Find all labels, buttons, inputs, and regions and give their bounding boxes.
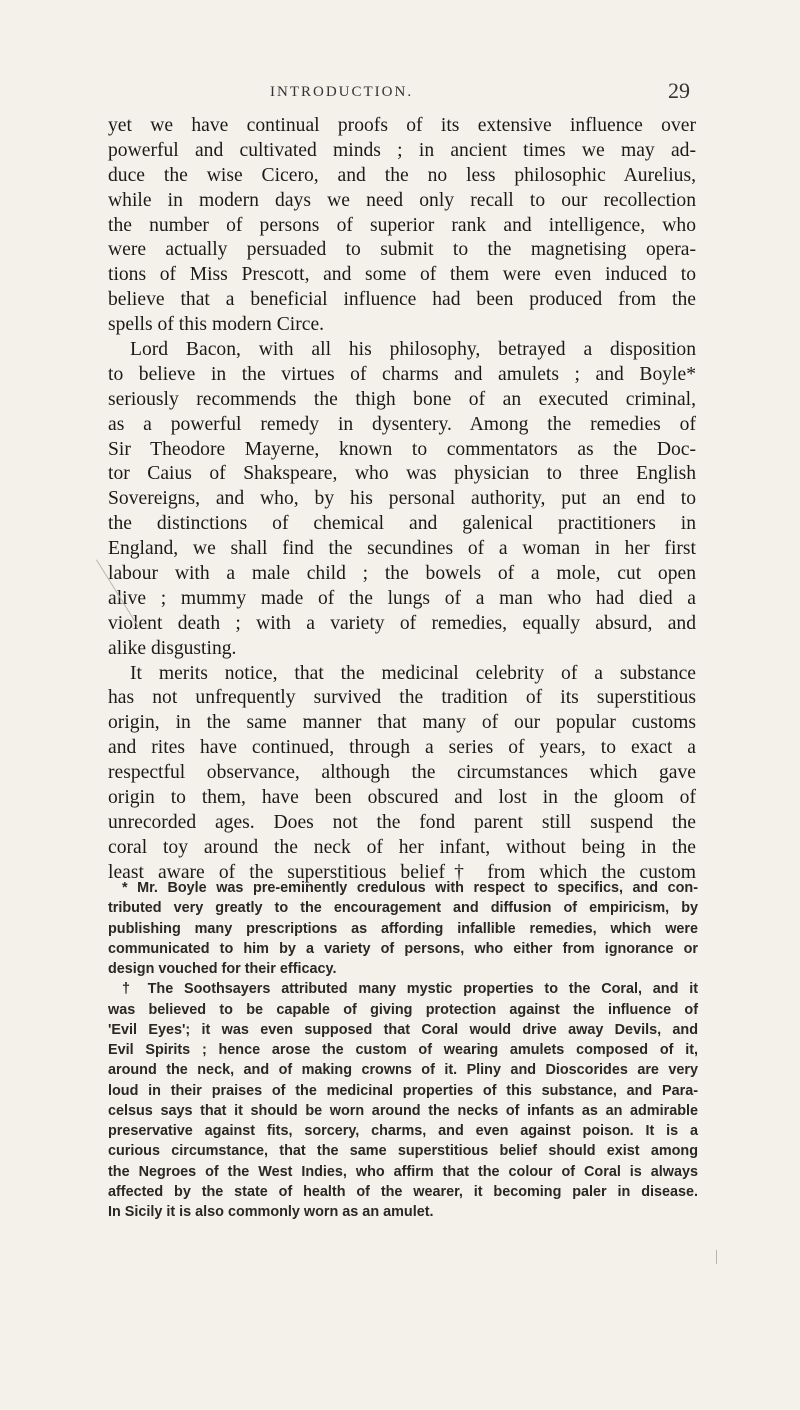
body-line: labour with a male child ; the bowels of a mole, cut open <box>108 563 696 585</box>
body-text <box>108 114 696 886</box>
body-line: believe that a beneficial influence had been produced from the <box>108 289 696 311</box>
footnote-line: preservative against fits, sorcery, charms, and even against poison. It is a <box>108 1123 698 1139</box>
running-header <box>0 78 800 108</box>
body-line: yet we have continual proofs of its extensive influence over <box>108 115 696 136</box>
footnote-line: tributed very greatly to the encouragement and diffusion of empiricism, by <box>108 900 698 917</box>
footnote-line: affected by the state of health of the wearer, it becoming paler in disease. <box>108 1183 698 1200</box>
footnote-line: 'Evil Eyes'; it was even supposed that Coral would drive away Devils, and <box>108 1021 698 1038</box>
footnote-line: design vouched for their efficacy. <box>108 961 337 977</box>
body-line: to believe in the virtues of charms and amulets ; and Boyle* <box>108 363 696 385</box>
body-line: tions of Miss Prescott, and some of them were even induced to <box>108 264 696 286</box>
page-number: 29 <box>668 78 690 103</box>
body-line: seriously recommends the thigh bone of an executed criminal, <box>108 388 696 410</box>
body-line: and rites have continued, through a series of years, to exact a <box>108 737 696 759</box>
body-line: England, we shall find the secundines of a woman in her first <box>108 538 696 560</box>
body-line: has not unfrequently survived the tradition of its superstitious <box>108 687 696 709</box>
footnote-line: communicated to him by a variety of persons, who either from ignorance or <box>108 940 698 957</box>
body-line: the distinctions of chemical and galenical practitioners in <box>108 513 696 535</box>
body-line: violent death ; with a variety of remedies, equally absurd, and <box>108 612 696 634</box>
body-line: Lord Bacon, with all his philosophy, betrayed a disposition <box>130 339 696 361</box>
footnote-line: the Negroes of the West Indies, who affirm that the colour of Coral is always <box>108 1163 698 1180</box>
footnote-line: † The Soothsayers attributed many mystic properties to the Coral, and it <box>122 981 698 998</box>
body-line: were actually persuaded to submit to the magnetising opera- <box>108 239 696 261</box>
body-line: unrecorded ages. Does not the fond parent still suspend the <box>108 811 696 833</box>
body-line: tor Caius of Shakspeare, who was physician to three English <box>108 463 696 485</box>
footnote-line: In Sicily it is also commonly worn as an amulet. <box>108 1204 434 1220</box>
body-line: spells of this modern Circe. <box>108 314 325 336</box>
footnote-line: * Mr. Boyle was pre-eminently credulous with respect to specifics, and con- <box>122 880 698 896</box>
body-line: Sovereigns, and who, by his personal authority, put an end to <box>108 488 696 510</box>
body-line: alive ; mummy made of the lungs of a man who had died a <box>108 587 696 609</box>
footnote-line: was believed to be capable of giving protection against the influence of <box>108 1001 698 1018</box>
body-line: Sir Theodore Mayerne, known to commentators as the Doc- <box>108 438 696 460</box>
footnote-line: Evil Spirits ; hence arose the custom of wearing amulets composed of it, <box>108 1042 698 1058</box>
body-line: powerful and cultivated minds ; in ancient times we may ad- <box>108 139 696 161</box>
body-line: duce the wise Cicero, and the no less philosophic Aurelius, <box>108 164 696 186</box>
body-line: alike disgusting. <box>108 637 237 659</box>
margin-tick-mark <box>716 1250 717 1264</box>
body-line: It merits notice, that the medicinal celebrity of a substance <box>130 662 696 684</box>
footnote-line: around the neck, and of making crowns of it. Pliny and Dioscorides are very <box>108 1062 698 1079</box>
body-line: while in modern days we need only recall to our recollection <box>108 189 696 211</box>
body-line: coral toy around the neck of her infant, without being in the <box>108 836 696 858</box>
footnote-line: loud in their praises of the medicinal properties of this substance, and Para- <box>108 1082 698 1099</box>
running-title: INTRODUCTION. <box>270 84 414 100</box>
footnote-line: publishing many prescriptions as affording infallible remedies, which were <box>108 920 698 937</box>
body-line: the number of persons of superior rank and intelligence, who <box>108 214 696 236</box>
footnotes <box>108 878 698 1222</box>
body-line: origin to them, have been obscured and lost in the gloom of <box>108 787 696 809</box>
body-line: least aware of the superstitious belief† from which the custom <box>108 861 696 883</box>
body-line: respectful observance, although the circumstances which gave <box>108 762 696 784</box>
body-line: origin, in the same manner that many of our popular customs <box>108 712 696 734</box>
footnote-line: curious circumstance, that the same superstitious belief should exist among <box>108 1143 698 1160</box>
footnote-line: celsus says that it should be worn around the necks of infants as an admirable <box>108 1102 698 1119</box>
body-line: as a powerful remedy in dysentery. Among the remedies of <box>108 413 696 435</box>
